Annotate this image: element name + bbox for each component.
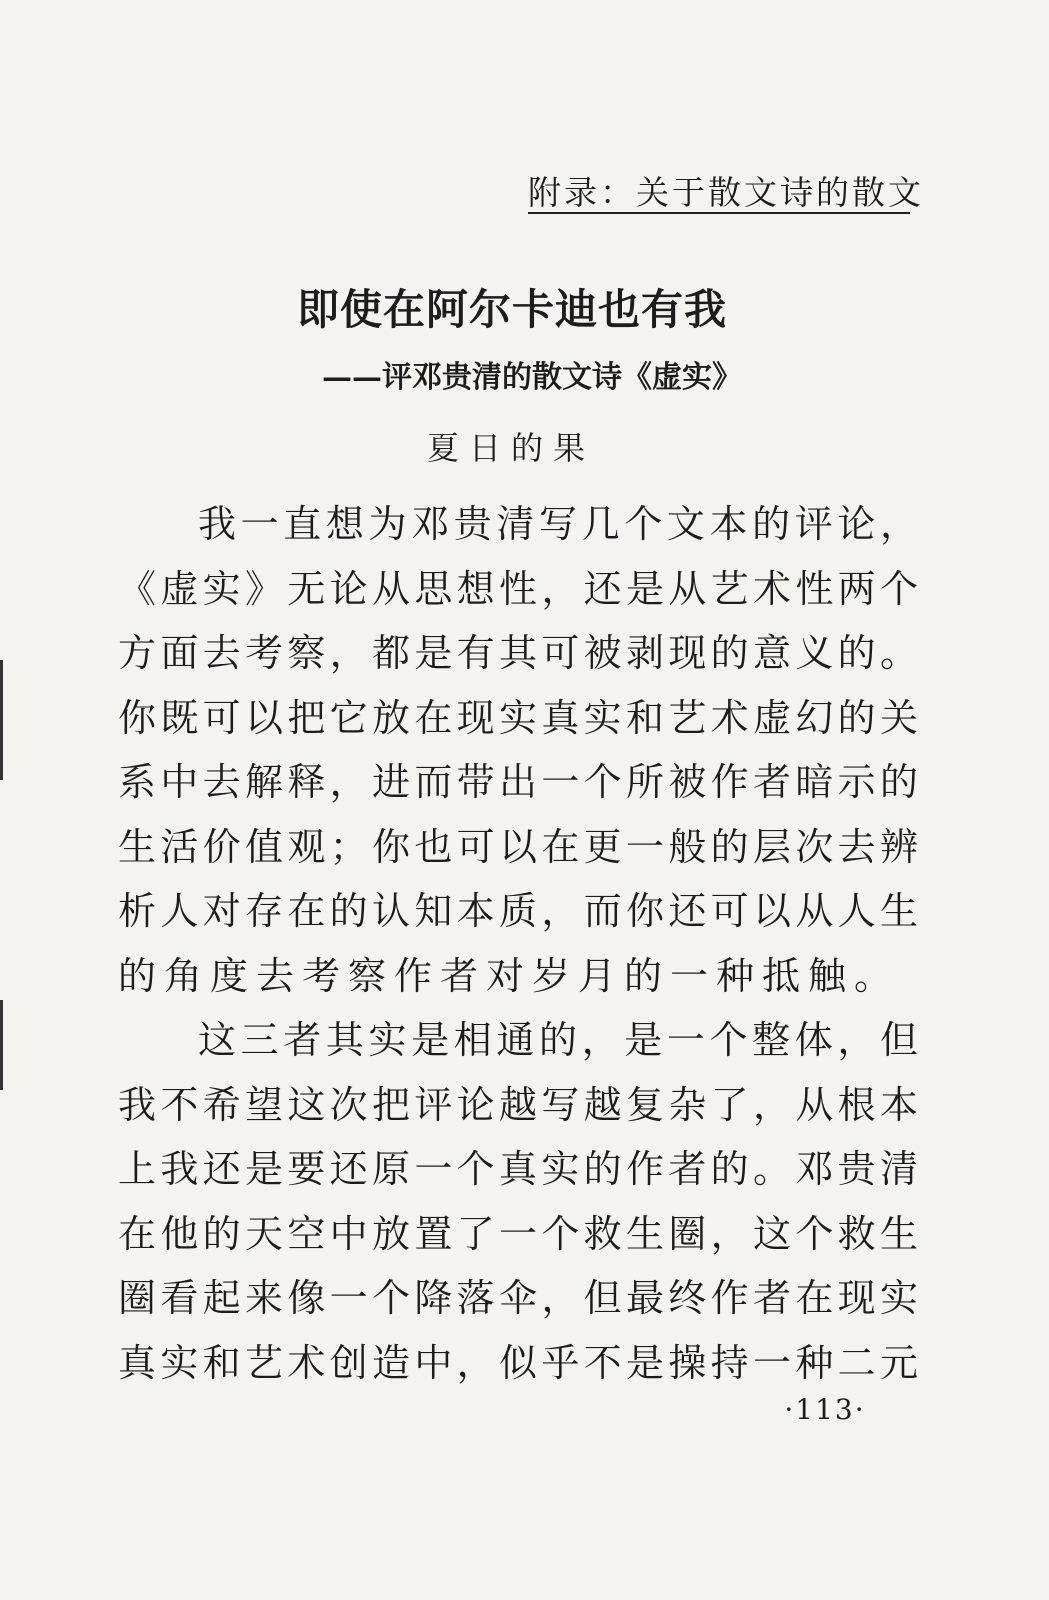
running-header: 附录：关于散文诗的散文: [528, 173, 924, 212]
text-line: 我不希望这次把评论越写越复杂了，从根本: [118, 1082, 918, 1127]
header-rule: [528, 212, 910, 214]
text-line: 真实和艺术创造中，似乎不是操持一种二元: [118, 1340, 918, 1385]
author-name: 夏日的果: [426, 429, 595, 467]
text-line: 析人对存在的认知本质，而你还可以从人生: [118, 889, 918, 933]
text-line: 方面去考察，都是有其可被剥现的意义的。: [118, 631, 918, 675]
scan-edge-mark: [0, 1000, 3, 1090]
text-line: 生活价值观；你也可以在更一般的层次去辨: [118, 824, 918, 869]
body-text: [118, 492, 918, 1395]
text-line: 你既可以把它放在现实真实和艺术虚幻的关: [118, 695, 918, 740]
text-line: 《虚实》无论从思想性，还是从艺术性两个: [118, 566, 918, 611]
text-line: 在他的天空中放置了一个救生圈，这个救生: [118, 1211, 918, 1256]
article-subtitle: ——评邓贵清的散文诗《虚实》: [322, 360, 742, 395]
text-line: 这三者其实是相通的，是一个整体，但: [198, 1018, 918, 1062]
text-line: 的角度去考察作者对岁月的一种抵触。: [118, 953, 901, 998]
text-line: 系中去解释，进而带出一个所被作者暗示的: [118, 760, 918, 804]
scan-edge-mark: [0, 660, 3, 780]
text-line: 上我还是要还原一个真实的作者的。邓贵清: [118, 1147, 918, 1191]
article-title: 即使在阿尔卡迪也有我: [296, 285, 727, 334]
page-number: ·113·: [784, 1393, 866, 1426]
text-line: 圈看起来像一个降落伞，但最终作者在现实: [118, 1276, 918, 1320]
paragraph-2: [118, 1008, 918, 1395]
text-line: 我一直想为邓贵清写几个文本的评论，: [198, 502, 918, 546]
paragraph-1: [118, 492, 918, 1008]
